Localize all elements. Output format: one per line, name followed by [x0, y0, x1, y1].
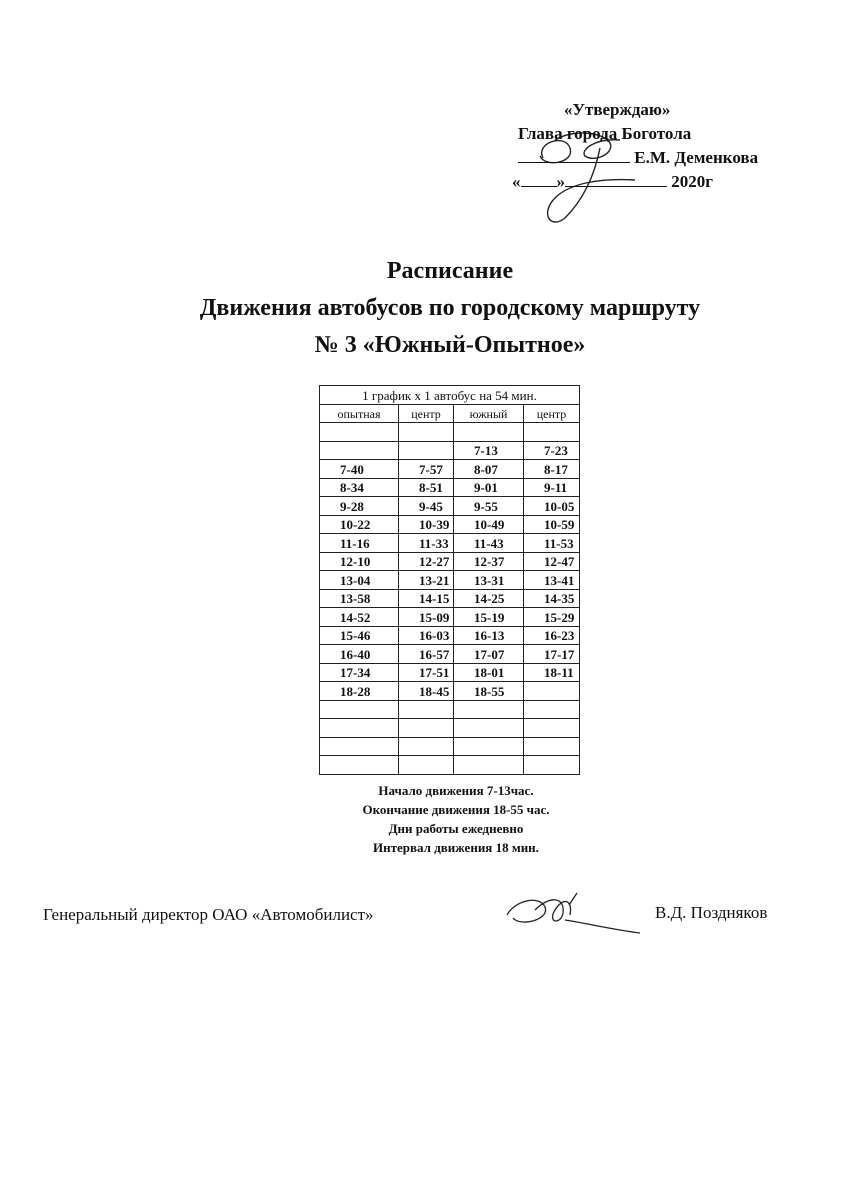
approval-name: Е.М. Деменкова: [634, 148, 759, 167]
table-cell: 9-45: [399, 497, 454, 516]
table-cell: 11-16: [320, 534, 399, 553]
column-header: центр: [399, 404, 454, 423]
director-title: Генеральный директор ОАО «Автомобилист»: [43, 905, 374, 924]
table-cell: 15-09: [399, 608, 454, 627]
table-row: [320, 534, 580, 553]
date-month-blank: [565, 172, 667, 187]
table-cell: 8-17: [524, 460, 580, 479]
table-cell: [524, 737, 580, 756]
table-cell: 15-29: [524, 608, 580, 627]
table-cell: 12-47: [524, 552, 580, 571]
table-cell: 13-21: [399, 571, 454, 590]
schedule-notes: [0, 781, 849, 857]
table-cell: 7-57: [399, 460, 454, 479]
note-interval: Интервал движения 18 мин.: [373, 840, 539, 855]
table-cell: 10-49: [454, 515, 524, 534]
table-row: [320, 441, 580, 460]
approval-position: Глава города Боготола: [518, 124, 692, 143]
table-cell: [524, 682, 580, 701]
table-cell: 7-13: [454, 441, 524, 460]
table-cell: 16-57: [399, 645, 454, 664]
table-row: [320, 719, 580, 738]
table-cell: 17-07: [454, 645, 524, 664]
table-cell: 8-51: [399, 478, 454, 497]
signature-line: [518, 148, 630, 163]
table-cell: 9-01: [454, 478, 524, 497]
table-cell: [524, 719, 580, 738]
date-day-blank: [521, 172, 557, 187]
table-cell: [399, 756, 454, 775]
table-cell: 13-41: [524, 571, 580, 590]
table-cell: [320, 737, 399, 756]
table-cell: 10-05: [524, 497, 580, 516]
timetable-caption: 1 график х 1 автобус на 54 мин.: [320, 386, 580, 405]
note-start: Начало движения 7-13час.: [378, 783, 534, 798]
table-cell: [320, 700, 399, 719]
table-cell: 17-34: [320, 663, 399, 682]
table-cell: [320, 441, 399, 460]
table-cell: 10-59: [524, 515, 580, 534]
table-row: [320, 478, 580, 497]
column-header: южный: [454, 404, 524, 423]
table-row: [320, 645, 580, 664]
table-cell: 16-23: [524, 626, 580, 645]
title-line-2: Движения автобусов по городскому маршруту: [199, 295, 701, 321]
table-row: [320, 515, 580, 534]
note-days: Дни работы ежедневно: [388, 821, 524, 836]
table-cell: [399, 719, 454, 738]
table-cell: 12-27: [399, 552, 454, 571]
table-row: [320, 682, 580, 701]
table-row: [320, 663, 580, 682]
table-cell: 16-03: [399, 626, 454, 645]
table-cell: 15-46: [320, 626, 399, 645]
table-cell: [320, 423, 399, 442]
table-row: [320, 497, 580, 516]
table-row: [320, 589, 580, 608]
table-cell: 18-11: [524, 663, 580, 682]
table-row: [320, 756, 580, 775]
table-cell: 13-04: [320, 571, 399, 590]
table-cell: [524, 700, 580, 719]
table-cell: 12-37: [454, 552, 524, 571]
table-cell: [524, 423, 580, 442]
table-cell: [399, 700, 454, 719]
table-cell: 18-28: [320, 682, 399, 701]
document-title: [0, 253, 849, 364]
director-signature: [495, 885, 645, 945]
approval-year: 2020г: [671, 172, 713, 191]
table-cell: [454, 423, 524, 442]
approval-date-line: [512, 170, 802, 194]
table-cell: 10-22: [320, 515, 399, 534]
timetable: [319, 385, 580, 775]
table-cell: 9-28: [320, 497, 399, 516]
table-cell: 8-07: [454, 460, 524, 479]
column-header: опытная: [320, 404, 399, 423]
table-cell: 13-58: [320, 589, 399, 608]
table-cell: 14-25: [454, 589, 524, 608]
table-row: [320, 571, 580, 590]
table-cell: 17-51: [399, 663, 454, 682]
approval-block: [512, 98, 802, 194]
date-open-quote: «: [512, 172, 521, 191]
table-cell: 18-55: [454, 682, 524, 701]
note-end: Окончание движения 18-55 час.: [362, 802, 550, 817]
table-row: [320, 552, 580, 571]
table-cell: 11-33: [399, 534, 454, 553]
table-cell: [454, 719, 524, 738]
table-cell: 9-11: [524, 478, 580, 497]
table-cell: 7-23: [524, 441, 580, 460]
director-name: В.Д. Поздняков: [655, 903, 768, 922]
table-cell: [454, 737, 524, 756]
table-cell: [399, 737, 454, 756]
table-row: [320, 608, 580, 627]
table-cell: [399, 423, 454, 442]
table-row: [320, 423, 580, 442]
approval-title: «Утверждаю»: [564, 100, 671, 119]
table-cell: 14-15: [399, 589, 454, 608]
title-line-3: № 3 «Южный-Опытное»: [314, 332, 586, 358]
table-cell: 13-31: [454, 571, 524, 590]
table-row: [320, 460, 580, 479]
table-cell: 18-01: [454, 663, 524, 682]
table-row: [320, 737, 580, 756]
table-cell: 15-19: [454, 608, 524, 627]
table-cell: 9-55: [454, 497, 524, 516]
column-header: центр: [524, 404, 580, 423]
table-cell: 11-43: [454, 534, 524, 553]
table-cell: 18-45: [399, 682, 454, 701]
table-cell: [454, 700, 524, 719]
table-row: [320, 626, 580, 645]
title-line-1: Расписание: [386, 258, 514, 284]
table-cell: 8-34: [320, 478, 399, 497]
table-cell: 12-10: [320, 552, 399, 571]
table-cell: [399, 441, 454, 460]
table-cell: 11-53: [524, 534, 580, 553]
table-cell: 16-40: [320, 645, 399, 664]
table-cell: [524, 756, 580, 775]
table-cell: [320, 756, 399, 775]
table-cell: 7-40: [320, 460, 399, 479]
date-close-quote: »: [556, 172, 565, 191]
table-cell: 10-39: [399, 515, 454, 534]
table-cell: [454, 756, 524, 775]
table-row: [320, 700, 580, 719]
table-cell: 17-17: [524, 645, 580, 664]
table-cell: 16-13: [454, 626, 524, 645]
approval-name-line: [512, 146, 802, 170]
table-cell: [320, 719, 399, 738]
table-cell: 14-52: [320, 608, 399, 627]
timetable-body: [320, 423, 580, 775]
table-cell: 14-35: [524, 589, 580, 608]
